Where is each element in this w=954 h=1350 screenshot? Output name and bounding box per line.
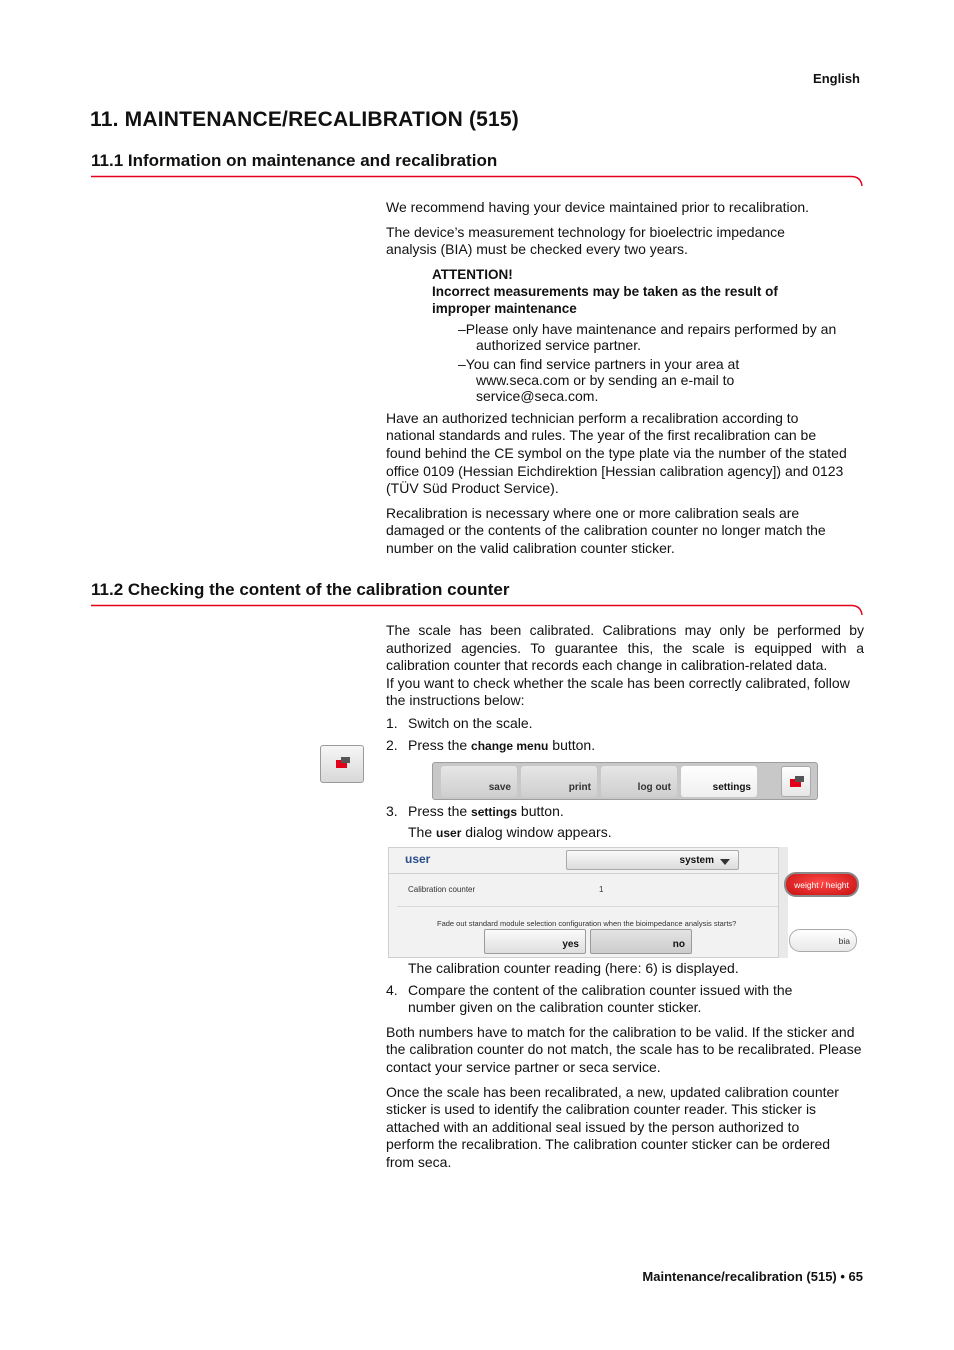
step-4 <box>386 982 864 1017</box>
step-3-result <box>386 824 864 843</box>
section-2-title: 11.2 Checking the content of the calibration counter <box>91 580 510 599</box>
fade-out-question: Fade out standard module selection configuration when the bioimpedance analysis starts? <box>437 919 737 928</box>
divider <box>397 906 779 907</box>
section-2-body-continued <box>386 960 864 1179</box>
step-text: Press the <box>408 803 472 819</box>
calibration-counter-label: Calibration counter <box>408 885 476 894</box>
yes-button[interactable]: yes <box>484 929 586 954</box>
user-dialog <box>388 847 788 958</box>
weight-height-button[interactable]: weight / height <box>784 872 859 897</box>
section-1-body <box>386 199 864 565</box>
paragraph: The scale has been calibrated. Calibrations may only be performed by authorized agencies. To guarantee this, the scale is equipped with a calibration counter that records each change in calibration-related data. <box>386 622 864 674</box>
page-footer: Maintenance/recalibration (515) • 65 <box>642 1269 863 1284</box>
divider <box>389 873 787 874</box>
change-menu-button[interactable] <box>320 745 364 783</box>
step-3 <box>386 803 864 822</box>
step-2 <box>386 737 864 756</box>
change-menu-icon <box>795 776 804 782</box>
dialog-edge <box>778 847 788 958</box>
paragraph: Recalibration is necessary where one or more calibration seals are damaged or the contents of the calibration counter no longer match the number on the valid calibration counter sticker. <box>386 504 826 556</box>
paragraph: The device’s measurement technology for bioelectric impedance analysis (BIA) must be checked every two years. <box>386 223 785 258</box>
section-1-rule <box>91 175 863 187</box>
paragraph: If you want to check whether the scale has been correctly calibrated, follow the instructions below: <box>386 674 850 709</box>
bia-button[interactable]: bia <box>789 929 857 952</box>
ui-term: change menu <box>471 738 549 753</box>
step-number: 2. <box>386 736 398 753</box>
system-dropdown[interactable] <box>566 850 739 870</box>
step-text: dialog window appears. <box>461 823 612 840</box>
ui-term: user <box>436 825 462 840</box>
paragraph: The calibration counter reading (here: 6) is displayed. <box>408 960 739 976</box>
step-text: Press the <box>408 736 472 753</box>
settings-button[interactable]: settings <box>681 766 757 797</box>
section-2-rule <box>91 604 863 616</box>
step-number: 3. <box>386 803 398 819</box>
step-3-block <box>386 803 864 842</box>
section-1-title: 11.1 Information on maintenance and recalibration <box>91 151 498 170</box>
chapter-title: 11. MAINTENANCE/RECALIBRATION (515) <box>90 108 519 131</box>
step-number: 4. <box>386 981 398 998</box>
step-text: button. <box>548 736 596 753</box>
attention-label: ATTENTION! <box>432 266 513 282</box>
step-text: Compare the content of the calibration counter issued with the number given on the calibration counter sticker. <box>408 981 793 1016</box>
step-text: Switch on the scale. <box>408 714 533 731</box>
dropdown-arrow-icon <box>720 859 730 865</box>
attention-bullet: –Please only have maintenance and repairs performed by an authorized service partner. <box>458 320 837 353</box>
calibration-counter-value: 1 <box>599 885 604 894</box>
no-button[interactable]: no <box>590 929 692 954</box>
print-button[interactable]: print <box>521 766 597 797</box>
toolbar <box>432 762 818 800</box>
change-menu-button[interactable] <box>781 766 811 797</box>
step-text: The <box>408 823 437 840</box>
step-number: 1. <box>386 714 398 731</box>
attention-text: Incorrect measurements may be taken as the result of improper maintenance <box>432 283 778 316</box>
dropdown-value: system <box>679 855 714 866</box>
change-menu-icon <box>341 757 350 763</box>
section-2-body <box>386 622 864 759</box>
logout-button[interactable]: log out <box>601 766 677 797</box>
step-text: button. <box>517 803 564 819</box>
save-button[interactable]: save <box>441 766 517 797</box>
language-label: English <box>813 71 860 86</box>
step-1 <box>386 715 864 733</box>
paragraph: We recommend having your device maintained prior to recalibration. <box>386 199 810 215</box>
paragraph: Have an authorized technician perform a recalibration according to national standards and rules. The year of the first recalibration can be found behind the CE symbol on the type plate via the number of the stated office 0109 (Hessian Eichdirektion [Hessian calibration agency]) and 0123 (TÜV Süd Product Service). <box>386 409 847 497</box>
attention-bullet: –You can find service partners in your area at www.seca.com or by sending an e-mail to service@seca.com. <box>458 355 740 404</box>
ui-term: settings <box>471 805 518 819</box>
paragraph: Once the scale has been recalibrated, a new, updated calibration counter sticker is used to identify the calibration counter reader. This sticker is attached with an additional seal issued by the person authorized to perform the recalibration. The calibration counter sticker can be ordered from seca. <box>386 1083 839 1170</box>
dialog-title: user <box>405 852 431 866</box>
paragraph: Both numbers have to match for the calibration to be valid. If the sticker and the calibration counter do not match, the scale has to be recalibrated. Please contact your service partner or seca service. <box>386 1023 862 1075</box>
